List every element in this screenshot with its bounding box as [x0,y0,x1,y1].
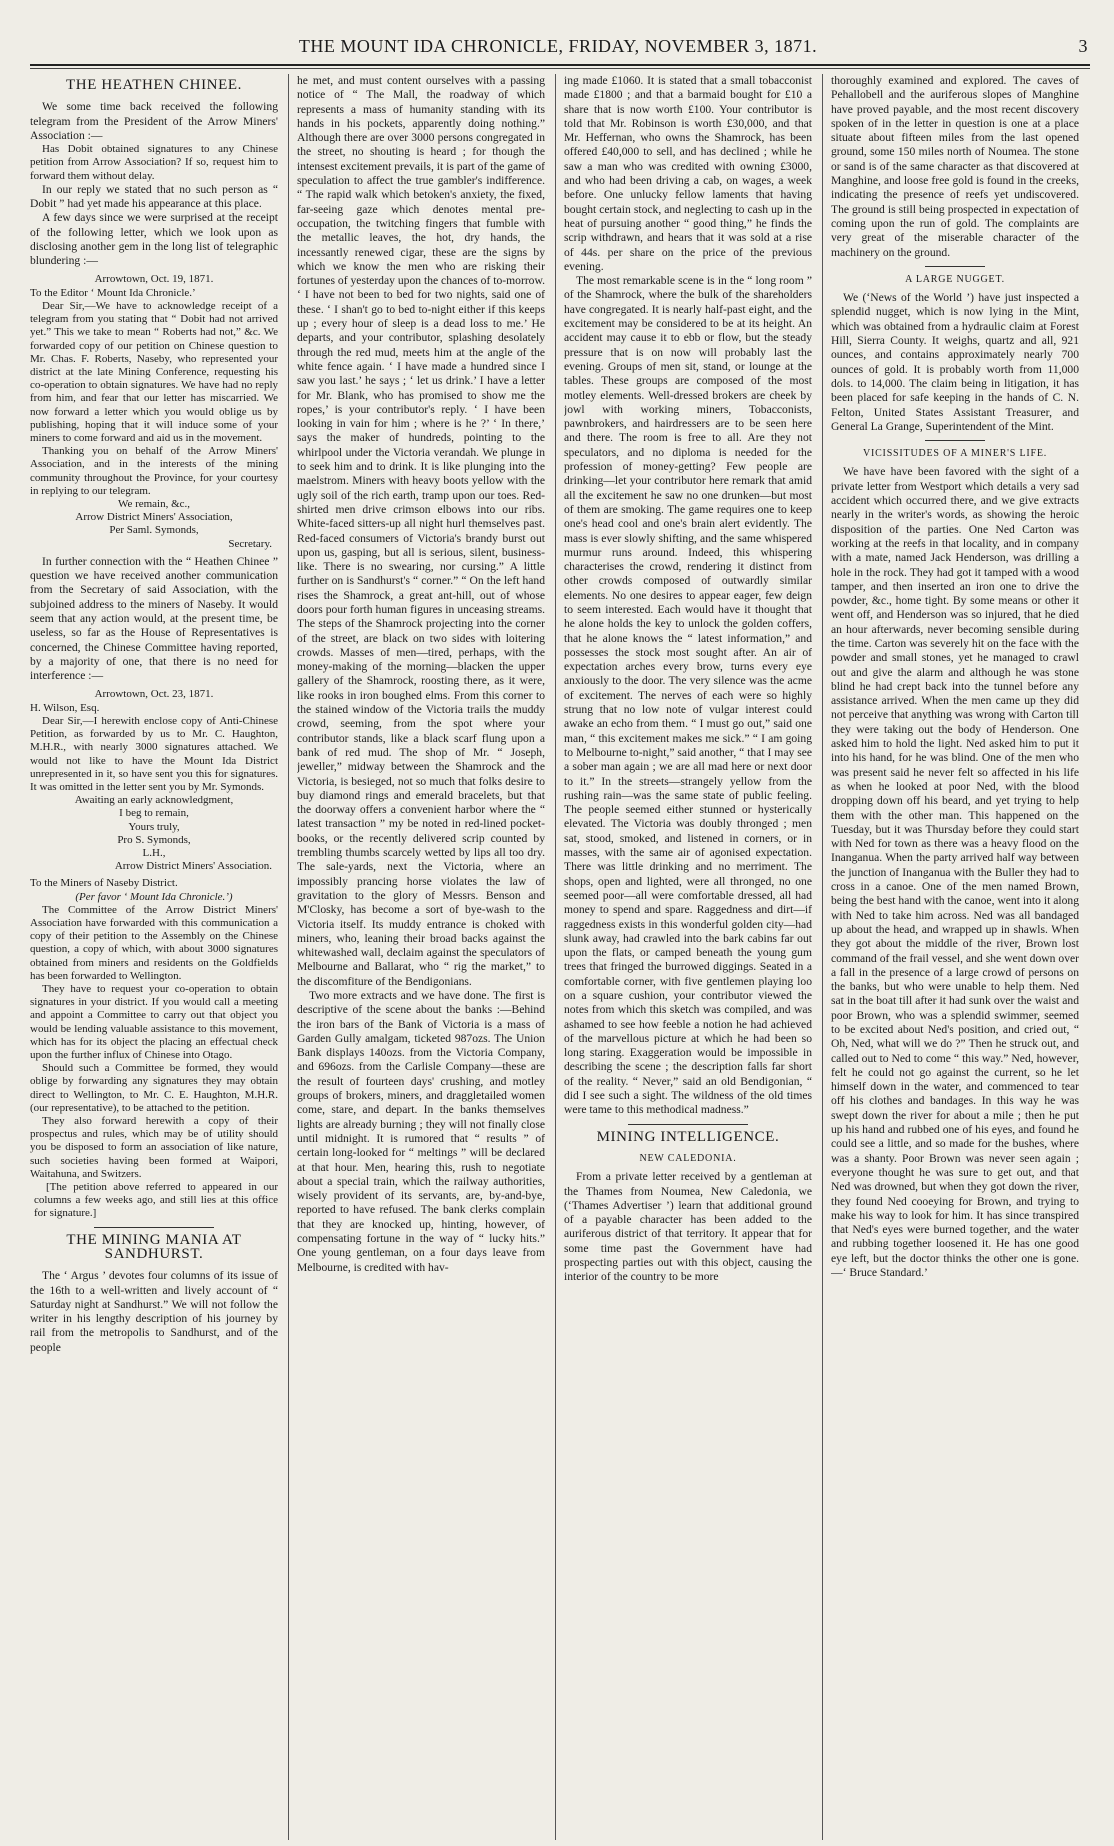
letter-body: Dear Sir,—We have to acknowledge receipt of a telegram from you stating that “ Dobit had not arrived yet.” This we take to mean “ Roberts had not,” &c. We forwarded copy of our petition on Chinese question to Mr. Chas. F. Roberts, Naseby, who represented your district at the late Mining Conference, requesting his co-operation to obtain signatures. We have had no reply from him, and fear that our letter has miscarried. We now forward a letter which you would oblige us by publishing, hoping that it will induce some of your miners to come forward and aid us in the movement. [30,299,278,445]
heathen-paragraph: In our reply we stated that no such person as “ Dobit ” had yet made his appearance at this place. [30,182,278,211]
mining-intelligence-headline: MINING INTELLIGENCE. [596,1128,780,1145]
heathen-chinee-headline: THE HEATHEN CHINEE. [66,77,242,93]
masthead [28,36,1088,62]
vicissitudes-paragraph: We have have been favored with the sight of a private letter from Westport which details a very sad accident which occurred there, and we give extracts nearly in the writer's words, as showing the heroic disposition of the parties. One Ned Carton was working at the reefs in that locality, and in company with a mate, named Jack Henderson, was drilling a hole in the rock. They had got it tamped with a wood tamper, and then inserted an iron one to drive the powder, &c., home tight. By some means or other it went off, and Henderson was so injured, that he died an hour afterwards, never becoming sensible during the time. Carton was severely hit on the face with the powder and small stones, yet he managed to crawl out and give the alarm and although he was stone blind he had crept back into the tunnel before any assistance arrived. When the men came up they did not perceive that anything was wrong with Carton till they were taking out the body of Henderson. One asked him to hold the light. Ned asked him to put it into his hand, for he was blind. One of the men who was present said he never felt so affected in his life as when he looked at poor Ned, with the blood dropping down off his beard, and yet trying to help them with the other man. This happened on the Tuesday, but it was Thursday before they could start with Ned for town as there was a heavy flood on the Inanganua. When the party arrived half way between the junction of Inanganua with the Buller they had to cross in a canoe. One of the men named Brown, being the best hand with the canoe, went into it along with Ned to take him across. Ned was all bandaged up about the head, and wrapped up in shawls. When they got about the middle of the river, Brown lost command of the frail vessel, and she went down over a fall in the presence of a large crowd of persons on the banks, but who were unable to help them. Ned sat in the boat till after it had sunk over the waist and poor Brown, who was a splendid swimmer, seemed to be excited about Ned's position, and cried out, “ Oh, Ned, what will we do ?” Then he struck out, and called out to Ned to come “ this way.” Ned, however, felt he could not go against the current, so he let himself down in the water, and commenced to tear off his clothes and bandages. In this way he was swept down the river for about a mile ; then he put up his hand and rubbed one of his eyes, and found he could see a little, and so made for the bushes, where was a shanty. Poor Brown was never seen again ; everyone thought he was sure to get out, and that Ned was drowned, but when they got down the river, they found Ned cooeying for Brown, and trying to make his way to look for him. It has since transpired that Ned's eyes were burned together, and the water and rubbing together loosened it. He has one good eye left, but the doctor thinks the other one is gone.—‘ Bruce Standard.’ [831,465,1079,1280]
letter-signature: Arrow District Miners' Association. [114,860,272,873]
column-divider [822,74,823,1840]
letter-dateline: Arrowtown, Oct. 23, 1871. [94,687,214,700]
letter-one [30,273,278,551]
section-rule [628,1124,748,1125]
letter-body: Thanking you on behalf of the Arrow Miners' Association, and in the interests of the mining community throughout the Province, for your courtesy in replying to our telegram. [30,445,278,497]
masthead-rule [30,64,1090,66]
letter-signature: Pro S. Symonds, [117,833,191,846]
address-favor: (Per favor ‘ Mount Ida Chronicle.’) [75,890,233,903]
mania-continued: he met, and must content ourselves with a passing notice of “ The Mall, the roadway of which represents a mass of humanity standing with its hands in his pockets, apparently doing nothing.” Although there are over 3000 persons congregated in the street, no shouting is heard ; for though the intensest excitement prevails, it is part of the game of speculation to affect the true gambler's indifference. “ The rapid walk which betoken's anxiety, the fixed, far-seeing gaze which denotes mental pre-occupation, the twitching fingers that fumble with the metallic leaves, the hot, dry hands, the incessantly renewed cigar, these are the signs by which we know the men who are risking their fortunes of yesterday upon the chances of to-morrow. ‘ I have not been to bed for two nights, said one of these. ‘ I shan't go to bed to-night either if this keeps up ; every hour of sleep is a dead loss to me.’ He departs, and your contributor, splashing desolately through the red mud, meets him at the angle of the white fence again. ‘ I have made a hundred since I saw you last.’ he says ; ‘ let us drink.’ I have a letter for Mr. Blank, who has promised to show me the ropes,’ is your contributor's reply. ‘ I have been looking in vain for him ; where is he ?’ ‘ In there,’ says the maker of hundreds, pointing to the whirlpool under the Victoria verandah. We plunge in to seek him and to drink. It is like plunging into the maelstrom. Miners with heavy boots yellow with the ugly soil of the rich earth, tramp upon our toes. Red-shirted men drive crimson elbows into our ribs. White-faced sitters-up all night hurl themselves past. Red-faced consumers of Victoria's brandy burst out upon us, gasping, but all is serious, silent, business-like. There is no swearing, nor cursing.” A little further on is Sandhurst's “ corner.” “ On the left hand rises the Shamrock, a great ant-hill, out of whose doors pour forth human figures in unceasing streams. The steps of the Shamrock projecting into the corner of the street, are black on two sides with loitering crowds. Masses of men—tired, perhaps, with the money-making of the morning—blacken the upper gallery of the Shamrock, roosting there, as it were, like rooks in iron boughed elms. From this corner to the stained window of the Victoria trails the muddy crowd, seeming, from the spot where your contributor stands, like a black scarf flung upon a bank of red mud. The shop of Mr. “ Joseph, jeweller,” midway between the Shamrock and the Victoria, is besieged, not so much that folks desire to buy diamond rings and emerald bracelets, but that the doorway offers a convenient harbor where the “ latest transaction ” my be noted in red-lined pocket-books, or the recently delivered scrip counted by trembling thumbs scarcely wetted by lips all too dry. The sale-yards, next the Victoria, where an impossibly prancing horse violates the law of gravitation to the glory of Messrs. Benson and M'Closky, has become a sort of bye-wash to the Victoria itself. Its muddy entrance is choked with miners, who, leaning their broad backs against the whitewashed wall, declaim against the speculators of Melbourne and Ballarat, who “ rig the market,” to the discomfiture of the Bendigonians. [297,74,545,988]
intel-continued: thoroughly examined and explored. The caves of Pehallobell and the auriferous slopes of Manghine have proved payable, and the most recent discovery spoken of in the letter in question is one at a place situate about fifteen miles from the last opened ground, some 150 miles north of Noumea. The stone or sand is of the same character as that discovered at Manghine, and loose free gold is found in the creeks, indicating the presence of reefs yet undiscovered. The ground is still being prospected in expectation of coming upon the run of gold. The complaints are very great of the miserable character of the machinery on the ground. [831,74,1079,259]
address-body: They have to request your co-operation to obtain signatures in your district. If you would call a meeting and appoint a Committee to carry out that object you would be lending valuable assistance to this movement, which has for its object the placing an effectual check upon the further influx of Chinese into Otago. [30,982,278,1061]
letter-closing: I beg to remain, [119,807,189,820]
heathen-paragraph: A few days since we were surprised at the receipt of the following letter, which we look upon as disclosing another gem in the long list of telegraphic blundering :— [30,211,278,268]
address-heading: To the Miners of Naseby District. [30,877,178,890]
letter-closing: Awaiting an early acknowledgment, [74,794,234,807]
masthead-rule-thin [30,68,1090,69]
column-divider [555,74,556,1840]
address-to-miners [30,877,278,1220]
address-body: They also forward herewith a copy of their prospectus and rules, which may be of utility should you be disposed to form an association of like nature, such societies having been formed at Waipori, Waitahuna, and Switzers. [30,1115,278,1180]
column-3 [564,74,812,1840]
heathen-paragraph: In further connection with the “ Heathen Chinee ” question we have received another communication from the Secretary of said Association, with the subjoined address to the miners of Naseby. It would seem that any action would, at the present time, be useless, so far as the House of Representatives is concerned, the Chinese Committee having reported, by a majority of one, that there is no need for interference :— [30,554,278,683]
mania-paragraph: The most remarkable scene is in the “ long room ” of the Shamrock, where the bulk of the shareholders have congregated. It is nearly half-past eight, and the excitement may be considered to be at its height. An accident may cause it to ebb or flow, but the steady pressure that is on now will probably last the evening. Groups of men sit, stand, or lounge at the tables. These groups are composed of the most motley elements. Well-dressed brokers are cheek by jowl with working miners, Tobacconists, pawnbrokers, and hairdressers are to be seen here and there. The room is free to all. Are they not speculators, and no diploma is needed for the profession of money-getting? Few people are drinking—let your contributor here remark that amid all the excitement he saw no one drunken—but most of them are smoking. The game requires one to keep one's head cool and one's brain alert evidently. The mass is ever slowly shifting, and the same whispered murmur runs around. Indeed, this whispering characterises the crowd, rendering it distinct from other crowds composed of outwardly similar elements. No one desires to appear eager, few deign to seem interested. Each would have it thought that he alone holds the key to unlock the golden coffers, that he alone knows the “ latest information,” and possesses the stock most sought after. An air of expectation arches every brow, turns every eye anxiously to the door. The very silence was the acme of excitement. The nerves of each were so highly strung that no low note of vulgar interest could awake an echo from them. “ I must go out,” said one man, “ this excitement makes me sick.” “ I am going to Melbourne to-night,” said another, “ that I may see a sober man again ; we are all mad here or next door to it.” In the streets—strangely yellow from the rushing rain—was the same state of public feeling. The people seemed either stunned or hysterically elevated. The Victoria was doubly thronged ; men sat, stood, smoked, and listened in corners, or in masses, with the same air of agonised expectation. There was little drinking and no merriment. The shops, open and lighted, were all thronged, no one seemed poor—all were comfortable dressed, all had money to spend and spare. Raggedness and dirt—if raggedness exists in this wonderful golden city—had slunk away, had crawled into the bark cabins far out upon the flats, or camped beneath the young gum trees that fringed the burrowed diggings. Seated in a comfortable corner, with five gentlemen playing loo on a square cushion, your contributor viewed the notes from which this sketch was compiled, and was ashamed to see how feeble a notion he had achieved of the marvellous picture at which he had been so long staring. Exaggeration would be impossible in describing the scene ; the description falls far short of the reality. “ Never,” said an old Bendigonian, “ did I see such a sight. The wildness of the old times were tame to this methodical madness.” [564,274,812,1117]
mania-paragraph: Two more extracts and we have done. The first is descriptive of the scene about the banks :—Behind the iron bars of the Bank of Victoria is a mass of Garden Gully amalgam, ticketed 987ozs. The Union Bank displays 140ozs. from the Victoria Company, and 696ozs. from the Carlisle Company—these are the result of fourteen days' crushing, and motley groups of brokers, miners, and draggletailed women come, stare, and depart. In the banks themselves lights are already burning ; they will not finally close until midnight. It is rumored that “ results ” of certain long-looked for “ meltings ” will be declared at that hour. Men, hearing this, rush to negotiate about a special train, which the railway authorities, wisely provident of its servants, are, by-and-bye, reported to have refused. The bank clerks complain that they are knocked up, hinting, however, of compensating fortune in the way of “ lucky hits.” One young gentleman, on a four days leave from Melbourne, is credited with hav- [297,989,545,1274]
telegram-text: Has Dobit obtained signatures to any Chinese petition from Arrow Association? If so, request him to forward them without delay. [30,143,278,182]
letter-addressee: H. Wilson, Esq. [30,701,100,714]
column-1 [30,74,278,1840]
address-body: Should such a Committee be formed, they would oblige by forwarding any signatures they may obtain direct to Wellington, to Mr. C. E. Haughton, M.H.R. (our representative), to be attached to the petition. [30,1062,278,1114]
mining-mania-headline: THE MINING MANIA AT SANDHURST. [66,1231,242,1262]
vicissitudes-subhead: VICISSITUDES OF A MINER'S LIFE. [862,448,1048,460]
column-4 [831,74,1079,1840]
page-number: 3 [1078,36,1088,56]
letter-signature: Per Saml. Symonds, [109,524,199,537]
letter-closing: Yours truly, [128,820,180,833]
editor-note: [The petition above referred to appeared in our columns a few weeks ago, and still lies at this office for signature.] [34,1181,278,1220]
letter-signature: L.H., [142,846,166,859]
address-body: The Committee of the Arrow District Miners' Association have forwarded with this communication a copy of their petition to the Assembly on the Chinese question, a copy of which, with about 3000 signatures obtained from miners and residents on the Goldfields has been forwarded to Wellington. [30,903,278,982]
letter-dateline: Arrowtown, Oct. 19, 1871. [94,272,214,285]
section-rule [925,266,985,267]
letter-body: Dear Sir,—I herewith enclose copy of Anti-Chinese Petition, as forwarded by us to Mr. C. Haughton, M.H.R., with nearly 3000 signatures attached. We would not like to have the Mount Ida District unrepresented in it, so have sent you this for signatures. It was omitted in the letter sent you by Mr. Symonds. [30,714,278,793]
letter-signature: Secretary. [228,537,272,550]
mania-paragraph: The ‘ Argus ’ devotes four columns of its issue of the 16th to a well-written and lively account of “ Saturday night at Sandhurst.” We will not follow the writer in his lengthy description of his journey by rail from the metropolis to Sandhurst, and of the people [30,1269,278,1354]
section-rule [94,1227,214,1228]
mania-continued: ing made £1060. It is stated that a small tobacconist made £1800 ; and that a barmaid bought for £10 a share that is now worth £100. Your contributor is told that Mr. Robinson is worth £30,000, and that Mr. Heffernan, who owns the Shamrock, has been offered £40,000 to sell, and has declined ; while he saw a man who was credited with owning £3000, and who had been driving a cab, on wages, a week before. One unlucky fellow laments that having bought certain stock, and neglecting to cash up in the heat of pursuing another “ good thing,” he finds the scrip withdrawn, and hears that it was sold at a rise of 44s. per share on the price of the previous evening. [564,74,812,273]
letter-addressee: To the Editor ‘ Mount Ida Chronicle.’ [30,286,196,299]
column-divider [288,74,289,1840]
intel-paragraph: From a private letter received by a gentleman at the Thames from Noumea, New Caledonia, we (‘Thames Advertiser ’) learn that additional ground of a payable character has been added to the auriferous district of that territory. It appear that for some time past the Government have had prospecting parties out with this object, causing the interior of the country to be more [564,1170,812,1284]
section-rule [925,440,985,441]
nugget-paragraph: We (‘News of the World ’) have just inspected a splendid nugget, which is now lying in the Mint, which was obtained from a hydraulic claim at Forest Hill, Sierra County. It weighs, quartz and all, 921 ounces, and contains approximately nearly 700 ounces of gold. It is probably worth from 11,000 dols. to 14,000. The claim being in litigation, it has been placed for safe keeping in the hands of C. N. Felton, United States Assistant Treasurer, and General La Grange, Superintendent of the Mint. [831,291,1079,433]
large-nugget-subhead: A LARGE NUGGET. [905,273,1005,285]
heathen-paragraph: We some time back received the following telegram from the President of the Arrow Miners' Association :— [30,100,278,142]
letter-closing: We remain, &c., [117,498,191,511]
letter-signature: Arrow District Miners' Association, [75,511,233,524]
masthead-title: THE MOUNT IDA CHRONICLE, FRIDAY, NOVEMBER 3, 1871. [298,36,818,56]
new-caledonia-subhead: NEW CALEDONIA. [639,1152,737,1164]
column-2 [297,74,545,1840]
letter-two [30,688,278,874]
